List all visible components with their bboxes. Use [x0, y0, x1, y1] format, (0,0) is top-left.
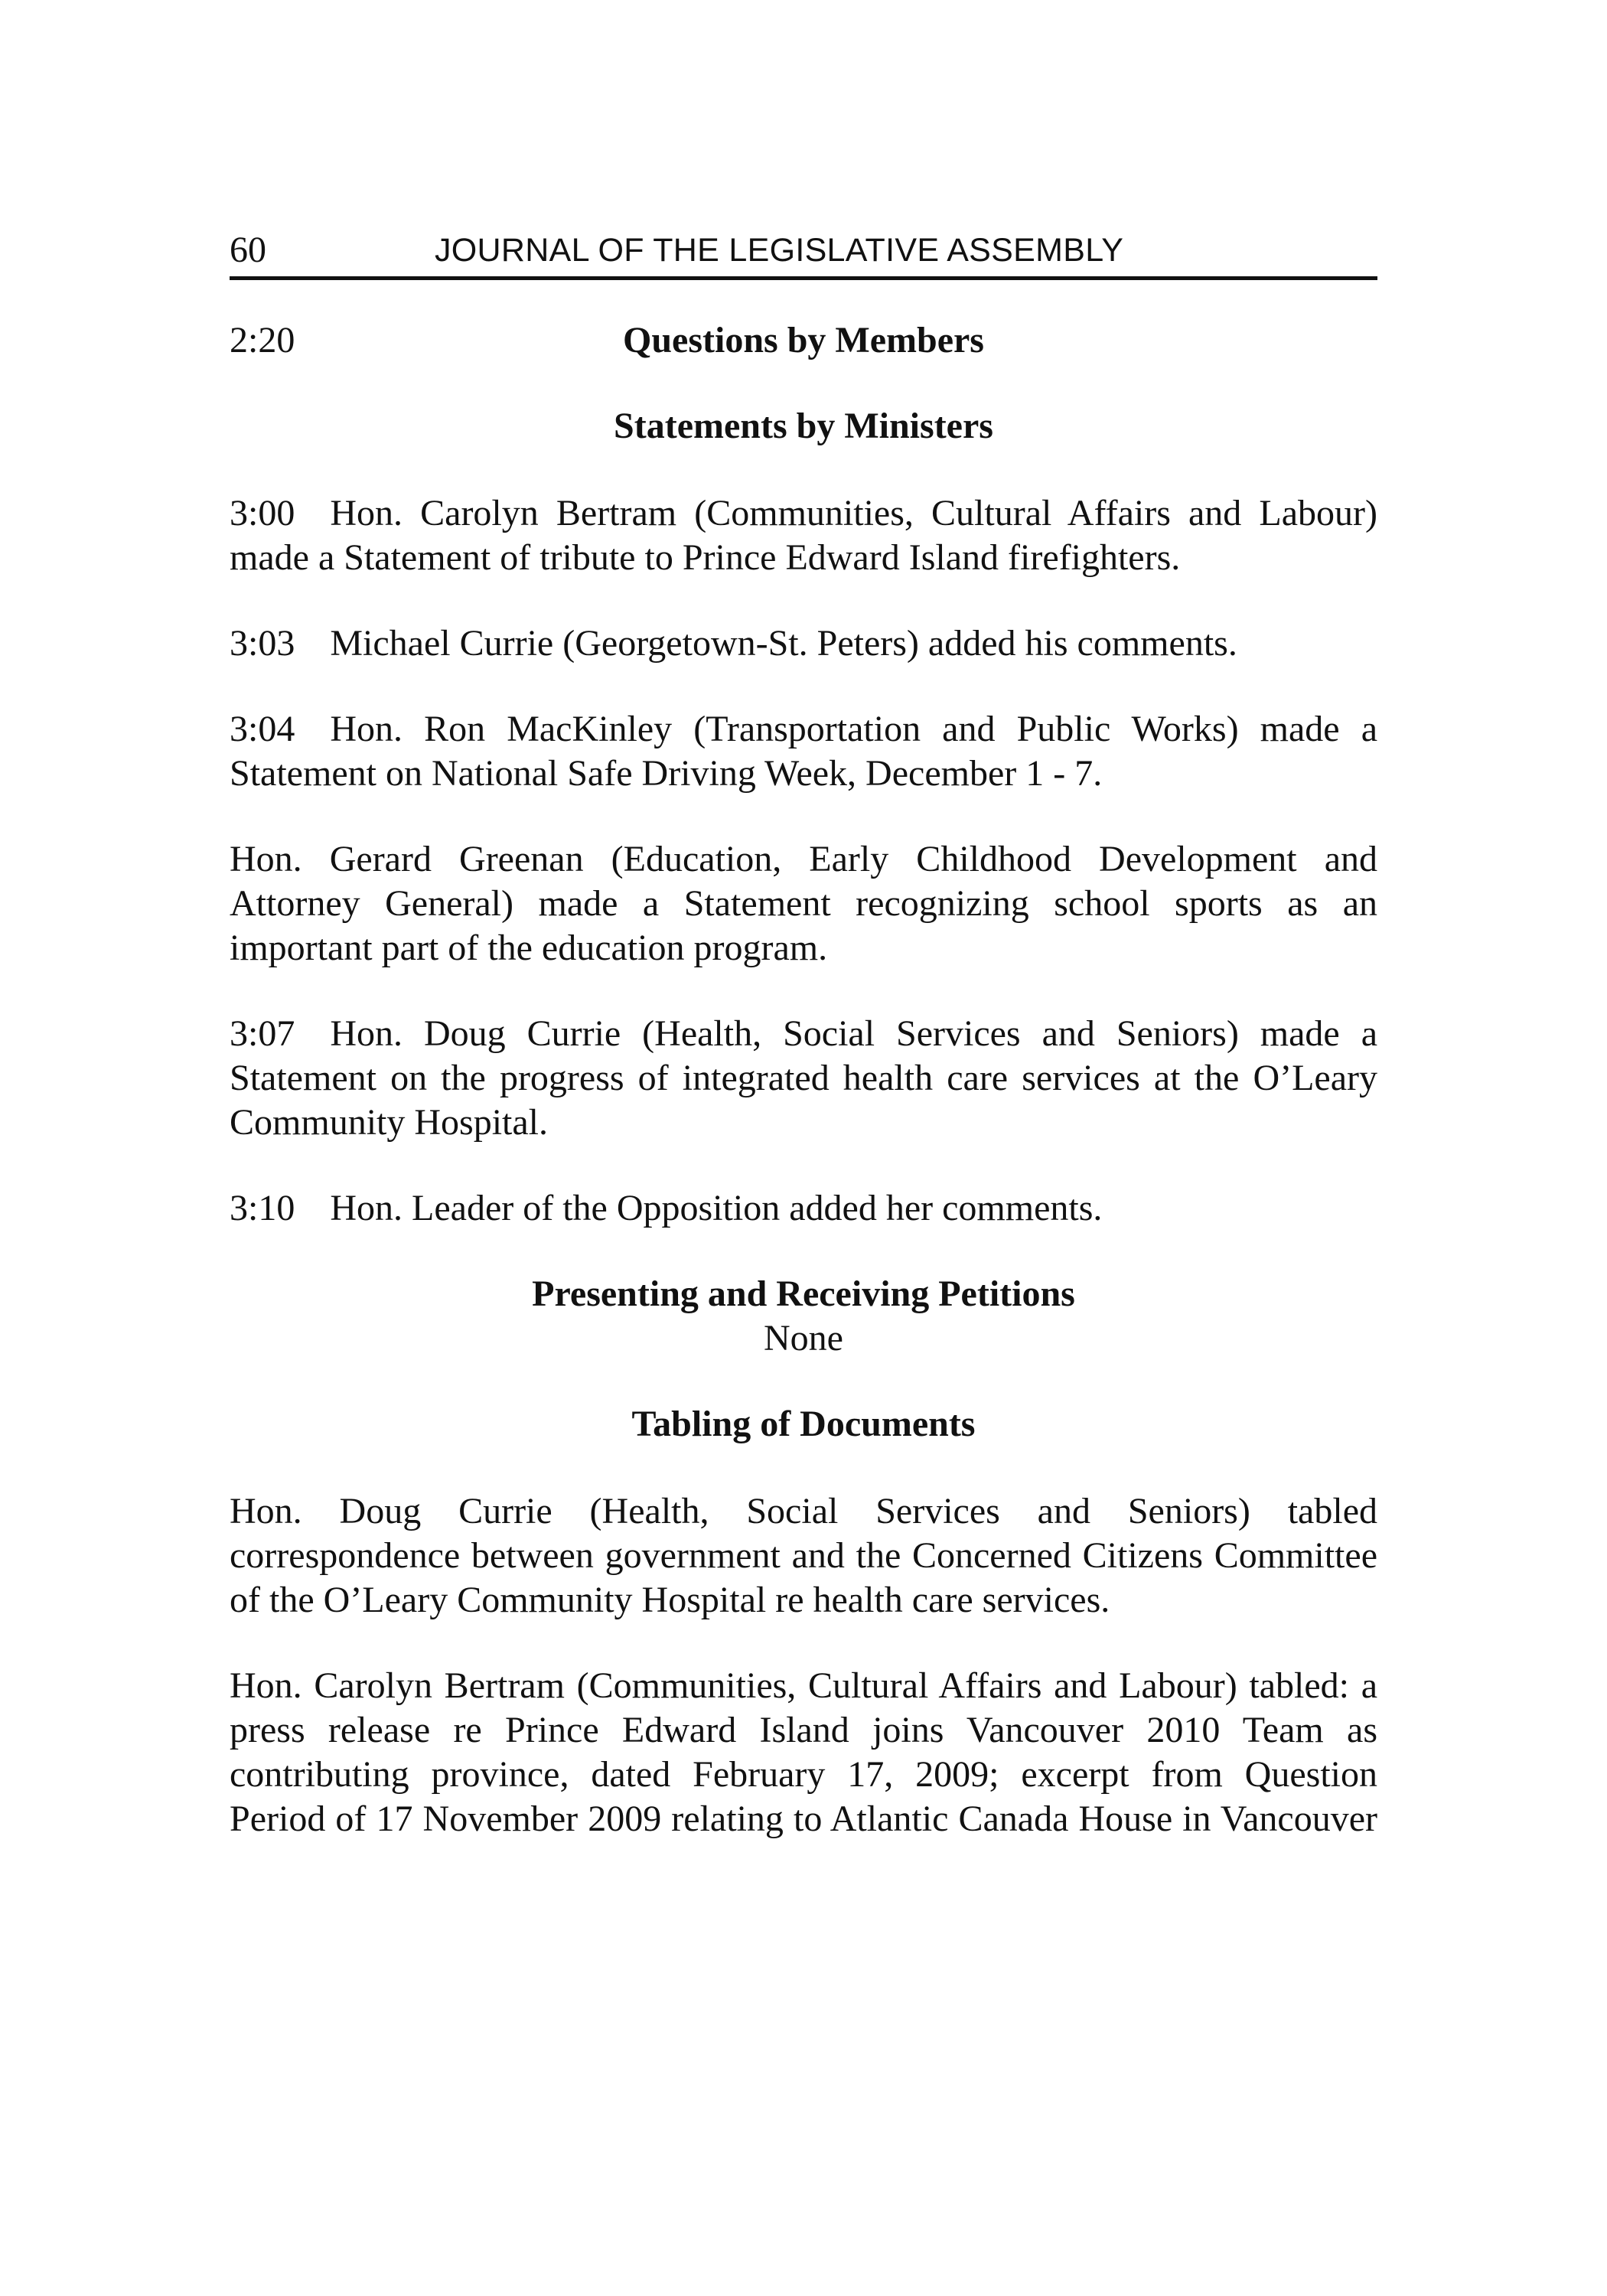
statement-entry: [230, 837, 1377, 970]
questions-section: [230, 318, 1377, 363]
entry-text: Hon. Ron MacKinley (Transportation and Public Works) made a Statement on National Safe Driving Week, December 1 - 7.: [230, 709, 1377, 794]
questions-time: 2:20: [230, 320, 295, 360]
entry-text: Hon. Doug Currie (Health, Social Services and Seniors) made a Statement on the progress of integrated health care services at the O’Leary Community Hospital.: [230, 1013, 1377, 1143]
entry-time: 3:03: [230, 623, 295, 664]
statement-entry: [230, 1012, 1377, 1145]
entry-text: Hon. Carolyn Bertram (Communities, Cultural Affairs and Labour) made a Statement of tribute to Prince Edward Island firefighters.: [230, 493, 1377, 578]
tabling-entry: [230, 1489, 1377, 1623]
petitions-heading: Presenting and Receiving Petitions: [532, 1274, 1075, 1314]
entry-text: Hon. Gerard Greenan (Education, Early Childhood Development and Attorney General) made a Statement recognizing school sports as an important part of the education program.: [230, 839, 1377, 968]
tabling-section-title: [230, 1402, 1377, 1446]
petitions-none-text: None: [764, 1318, 843, 1358]
statement-entry: [230, 621, 1377, 666]
page-header: [230, 226, 1377, 280]
journal-body: [230, 318, 1377, 1841]
entry-time: 3:00: [230, 493, 295, 533]
entry-time: 3:07: [230, 1013, 295, 1054]
statements-section-title: [230, 404, 1377, 448]
tabling-heading: Tabling of Documents: [631, 1404, 976, 1444]
statement-entry: [230, 707, 1377, 796]
running-head: JOURNAL OF THE LEGISLATIVE ASSEMBLY: [435, 232, 1124, 269]
entry-text: Hon. Carolyn Bertram (Communities, Cultural Affairs and Labour) tabled: a press release re Prince Edward Island joins Vancouver 2010 Team as contributing province, dated February 17, 2009; excerpt from Question Period of 17 November 2009 relating to Atlantic Canada House in Vancouver: [230, 1665, 1377, 1839]
questions-heading: Questions by Members: [623, 320, 984, 360]
entry-text: Michael Currie (Georgetown-St. Peters) added his comments.: [330, 623, 1237, 664]
tabling-entry: [230, 1664, 1377, 1841]
page-number: 60: [230, 230, 266, 270]
entry-time: 3:04: [230, 709, 295, 749]
statements-heading: Statements by Ministers: [614, 406, 993, 446]
petitions-section-title: [230, 1272, 1377, 1316]
statement-entry: [230, 491, 1377, 580]
entry-text: Hon. Leader of the Opposition added her comments.: [330, 1188, 1103, 1228]
journal-page: [230, 0, 1377, 2296]
statement-entry: [230, 1186, 1377, 1231]
entry-time: 3:10: [230, 1188, 295, 1228]
entry-text: Hon. Doug Currie (Health, Social Services and Seniors) tabled correspondence between government and the Concerned Citizens Committee of the O’Leary Community Hospital re health care services.: [230, 1491, 1377, 1620]
